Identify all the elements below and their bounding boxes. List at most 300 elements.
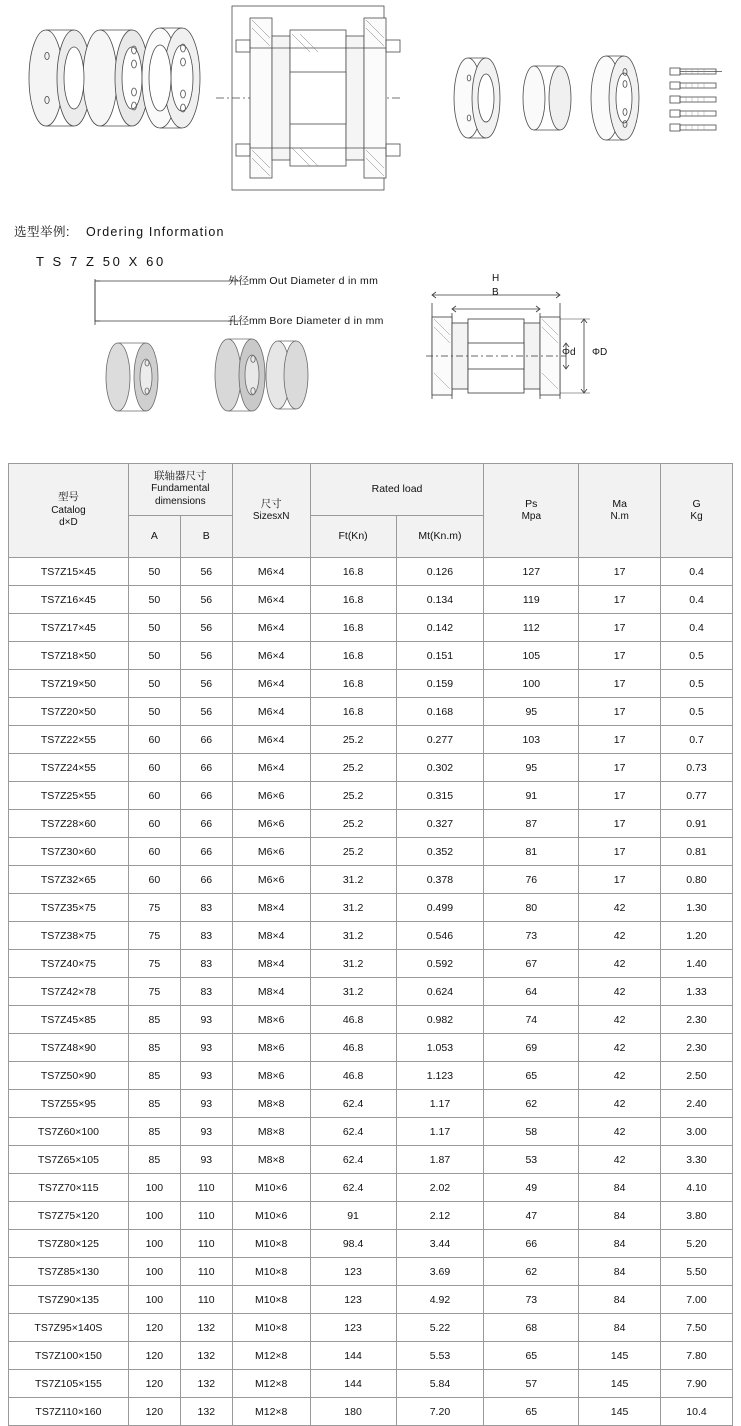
cell-model: TS7Z19×50 [9, 670, 129, 698]
cell-dim-a: 75 [128, 950, 180, 978]
cell-ft: 62.4 [310, 1174, 396, 1202]
cell-ma: 84 [579, 1314, 661, 1342]
cell-sizes: M8×4 [232, 922, 310, 950]
cell-dim-a: 100 [128, 1174, 180, 1202]
cell-ma: 17 [579, 754, 661, 782]
cell-ps: 95 [484, 754, 579, 782]
table-row [9, 782, 733, 810]
cell-dim-a: 85 [128, 1006, 180, 1034]
table-row [9, 950, 733, 978]
cell-model: TS7Z85×130 [9, 1258, 129, 1286]
cell-ps: 68 [484, 1314, 579, 1342]
cell-ft: 123 [310, 1258, 396, 1286]
cell-mt: 4.92 [396, 1286, 484, 1314]
cell-ps: 47 [484, 1202, 579, 1230]
cell-ps: 69 [484, 1034, 579, 1062]
cell-ps: 62 [484, 1090, 579, 1118]
header-fundamental-en1: Fundamental [151, 483, 210, 495]
cell-ft: 98.4 [310, 1230, 396, 1258]
table-row [9, 866, 733, 894]
cell-ps: 53 [484, 1146, 579, 1174]
cell-g: 1.33 [661, 978, 733, 1006]
cell-sizes: M6×6 [232, 810, 310, 838]
cell-ma: 84 [579, 1286, 661, 1314]
cell-dim-b: 132 [180, 1398, 232, 1426]
cell-sizes: M6×4 [232, 698, 310, 726]
cell-ma: 17 [579, 726, 661, 754]
cell-dim-b: 56 [180, 670, 232, 698]
cell-sizes: M6×4 [232, 586, 310, 614]
cell-g: 0.5 [661, 670, 733, 698]
cell-sizes: M6×6 [232, 838, 310, 866]
dimension-label-h: H [492, 273, 500, 284]
cell-g: 3.00 [661, 1118, 733, 1146]
cell-mt: 0.352 [396, 838, 484, 866]
cell-g: 10.4 [661, 1398, 733, 1426]
cell-sizes: M6×6 [232, 782, 310, 810]
callout-outer-diameter-cn: 外径mm [228, 275, 267, 287]
cell-g: 1.20 [661, 922, 733, 950]
cell-sizes: M8×8 [232, 1118, 310, 1146]
table-row [9, 1370, 733, 1398]
cell-model: TS7Z48×90 [9, 1034, 129, 1062]
cell-mt: 2.12 [396, 1202, 484, 1230]
header-ma-name: Ma [612, 497, 627, 510]
cell-dim-a: 100 [128, 1258, 180, 1286]
ordering-title-cn: 选型举例: [14, 225, 70, 239]
cell-g: 1.30 [661, 894, 733, 922]
cell-ft: 91 [310, 1202, 396, 1230]
cell-dim-a: 85 [128, 1062, 180, 1090]
cell-g: 2.30 [661, 1034, 733, 1062]
cell-model: TS7Z17×45 [9, 614, 129, 642]
cell-g: 0.81 [661, 838, 733, 866]
cell-dim-a: 60 [128, 838, 180, 866]
dimensioned-section [426, 292, 590, 399]
cell-dim-b: 110 [180, 1230, 232, 1258]
cell-model: TS7Z18×50 [9, 642, 129, 670]
cell-ps: 80 [484, 894, 579, 922]
cell-mt: 0.327 [396, 810, 484, 838]
cell-dim-a: 50 [128, 586, 180, 614]
header-size-cn: 尺寸 [260, 497, 282, 510]
header-ma [579, 464, 661, 558]
header-row-1 [9, 464, 733, 516]
cell-g: 2.50 [661, 1062, 733, 1090]
cell-ft: 16.8 [310, 586, 396, 614]
cell-model: TS7Z24×55 [9, 754, 129, 782]
cell-g: 2.40 [661, 1090, 733, 1118]
cell-dim-a: 120 [128, 1342, 180, 1370]
table-row [9, 1006, 733, 1034]
cell-mt: 0.142 [396, 614, 484, 642]
header-size-en: SizesxN [252, 510, 290, 522]
cell-g: 7.50 [661, 1314, 733, 1342]
cell-dim-a: 75 [128, 894, 180, 922]
cell-g: 3.30 [661, 1146, 733, 1174]
bolt-group [670, 68, 722, 131]
cell-dim-b: 93 [180, 1146, 232, 1174]
cell-g: 0.73 [661, 754, 733, 782]
cell-dim-a: 50 [128, 558, 180, 586]
cell-sizes: M8×4 [232, 950, 310, 978]
cell-ma: 17 [579, 782, 661, 810]
cell-ma: 17 [579, 866, 661, 894]
cell-dim-b: 132 [180, 1314, 232, 1342]
cell-dim-a: 50 [128, 670, 180, 698]
cell-ma: 145 [579, 1398, 661, 1426]
cell-ma: 42 [579, 1146, 661, 1174]
cell-sizes: M10×6 [232, 1202, 310, 1230]
cell-g: 0.4 [661, 614, 733, 642]
cell-g: 0.4 [661, 586, 733, 614]
cell-ft: 16.8 [310, 558, 396, 586]
cell-dim-b: 66 [180, 810, 232, 838]
cell-sizes: M6×4 [232, 726, 310, 754]
cell-dim-a: 60 [128, 754, 180, 782]
cell-sizes: M8×4 [232, 894, 310, 922]
table-row [9, 726, 733, 754]
cell-dim-b: 110 [180, 1258, 232, 1286]
cell-mt: 0.499 [396, 894, 484, 922]
cell-mt: 0.126 [396, 558, 484, 586]
cell-g: 5.20 [661, 1230, 733, 1258]
cell-dim-b: 66 [180, 726, 232, 754]
cell-model: TS7Z95×140S [9, 1314, 129, 1342]
table-row [9, 978, 733, 1006]
cell-dim-a: 100 [128, 1286, 180, 1314]
cell-sizes: M8×8 [232, 1146, 310, 1174]
cell-g: 0.5 [661, 698, 733, 726]
cell-ft: 180 [310, 1398, 396, 1426]
callout-bore-diameter-en: Bore Diameter d in mm [269, 315, 384, 327]
cell-mt: 1.17 [396, 1090, 484, 1118]
cell-dim-a: 75 [128, 978, 180, 1006]
cell-ft: 16.8 [310, 642, 396, 670]
cell-model: TS7Z55×95 [9, 1090, 129, 1118]
cell-dim-b: 83 [180, 894, 232, 922]
cell-ps: 64 [484, 978, 579, 1006]
cell-dim-a: 100 [128, 1202, 180, 1230]
cell-mt: 0.302 [396, 754, 484, 782]
header-col-a: A [128, 515, 180, 557]
cell-ma: 17 [579, 810, 661, 838]
cell-ps: 95 [484, 698, 579, 726]
cell-g: 7.80 [661, 1342, 733, 1370]
header-fundamental-en2: dimensions [155, 495, 206, 507]
callout-outer-diameter [228, 273, 378, 288]
cell-model: TS7Z30×60 [9, 838, 129, 866]
cell-g: 0.7 [661, 726, 733, 754]
cell-ft: 25.2 [310, 810, 396, 838]
table-row [9, 1146, 733, 1174]
cell-model: TS7Z22×55 [9, 726, 129, 754]
header-col-b: B [180, 515, 232, 557]
callout-bore-diameter [228, 313, 384, 328]
cell-mt: 1.17 [396, 1118, 484, 1146]
cell-ft: 31.2 [310, 894, 396, 922]
cell-ft: 46.8 [310, 1006, 396, 1034]
cell-ma: 145 [579, 1342, 661, 1370]
cell-mt: 0.277 [396, 726, 484, 754]
cell-mt: 0.592 [396, 950, 484, 978]
cell-ma: 84 [579, 1174, 661, 1202]
cell-dim-b: 56 [180, 698, 232, 726]
cell-ps: 66 [484, 1230, 579, 1258]
table-row [9, 1202, 733, 1230]
cell-dim-a: 120 [128, 1314, 180, 1342]
cell-mt: 0.159 [396, 670, 484, 698]
cell-ft: 144 [310, 1370, 396, 1398]
cell-ft: 16.8 [310, 670, 396, 698]
cell-ma: 17 [579, 838, 661, 866]
table-row [9, 1398, 733, 1426]
cell-dim-a: 60 [128, 810, 180, 838]
cell-ft: 31.2 [310, 866, 396, 894]
cell-dim-b: 110 [180, 1286, 232, 1314]
cell-model: TS7Z40×75 [9, 950, 129, 978]
cell-ma: 17 [579, 586, 661, 614]
cell-model: TS7Z60×100 [9, 1118, 129, 1146]
cell-ft: 25.2 [310, 838, 396, 866]
header-model-sub: d×D [59, 517, 78, 529]
cell-mt: 0.315 [396, 782, 484, 810]
table-row [9, 754, 733, 782]
cell-dim-b: 83 [180, 950, 232, 978]
cell-ma: 84 [579, 1230, 661, 1258]
cell-ma: 17 [579, 558, 661, 586]
table-row [9, 698, 733, 726]
header-rated-load: Rated load [310, 464, 484, 516]
table-row [9, 1230, 733, 1258]
drawing-middle-section [216, 6, 400, 190]
cell-dim-a: 85 [128, 1118, 180, 1146]
cell-dim-a: 50 [128, 698, 180, 726]
cell-ma: 42 [579, 978, 661, 1006]
cell-ft: 62.4 [310, 1118, 396, 1146]
cell-mt: 5.53 [396, 1342, 484, 1370]
header-g-name: G [692, 497, 701, 510]
cell-sizes: M12×8 [232, 1370, 310, 1398]
cell-ma: 42 [579, 1090, 661, 1118]
cell-model: TS7Z65×105 [9, 1146, 129, 1174]
cell-dim-b: 93 [180, 1118, 232, 1146]
cell-dim-a: 100 [128, 1230, 180, 1258]
specification-table-wrapper [8, 463, 733, 1426]
cell-sizes: M6×4 [232, 558, 310, 586]
cell-mt: 0.168 [396, 698, 484, 726]
cell-sizes: M12×8 [232, 1342, 310, 1370]
cell-g: 1.40 [661, 950, 733, 978]
cell-ft: 123 [310, 1314, 396, 1342]
cell-ma: 42 [579, 950, 661, 978]
table-row [9, 670, 733, 698]
cell-mt: 1.87 [396, 1146, 484, 1174]
cell-dim-b: 110 [180, 1202, 232, 1230]
cell-g: 0.5 [661, 642, 733, 670]
cell-sizes: M8×4 [232, 978, 310, 1006]
cell-dim-b: 93 [180, 1034, 232, 1062]
cell-ma: 17 [579, 614, 661, 642]
header-ps [484, 464, 579, 558]
cell-ma: 42 [579, 1118, 661, 1146]
cell-model: TS7Z20×50 [9, 698, 129, 726]
cell-model: TS7Z80×125 [9, 1230, 129, 1258]
cell-ma: 17 [579, 670, 661, 698]
cell-ft: 25.2 [310, 726, 396, 754]
header-fundamental-dimensions [128, 464, 232, 516]
cell-ps: 58 [484, 1118, 579, 1146]
cell-ma: 17 [579, 698, 661, 726]
ordering-code-example: T S 7 Z 50 X 60 [36, 254, 166, 269]
cell-mt: 5.22 [396, 1314, 484, 1342]
dimension-label-d-large: ΦD [592, 347, 608, 358]
header-model [9, 464, 129, 558]
header-sizes [232, 464, 310, 558]
cell-ps: 65 [484, 1398, 579, 1426]
cell-ps: 103 [484, 726, 579, 754]
table-row [9, 1286, 733, 1314]
cell-dim-a: 85 [128, 1034, 180, 1062]
cell-ft: 16.8 [310, 614, 396, 642]
cell-ma: 17 [579, 642, 661, 670]
header-model-en: Catalog [51, 504, 86, 516]
cell-ma: 42 [579, 1062, 661, 1090]
drawing-left-assembly [29, 28, 200, 128]
cell-model: TS7Z45×85 [9, 1006, 129, 1034]
cell-ft: 25.2 [310, 754, 396, 782]
cell-sizes: M6×4 [232, 754, 310, 782]
cell-dim-b: 56 [180, 586, 232, 614]
cell-ps: 62 [484, 1258, 579, 1286]
cell-sizes: M8×6 [232, 1006, 310, 1034]
cell-dim-b: 132 [180, 1370, 232, 1398]
cell-mt: 0.378 [396, 866, 484, 894]
header-ps-unit: Mpa [521, 510, 542, 522]
cell-ps: 127 [484, 558, 579, 586]
header-model-cn: 型号 [57, 491, 79, 504]
cell-ps: 74 [484, 1006, 579, 1034]
cell-dim-b: 83 [180, 978, 232, 1006]
cell-g: 4.10 [661, 1174, 733, 1202]
table-row [9, 586, 733, 614]
cell-mt: 1.053 [396, 1034, 484, 1062]
dimension-label-d-small: Φd [562, 347, 576, 358]
cell-sizes: M6×4 [232, 670, 310, 698]
cell-ft: 46.8 [310, 1062, 396, 1090]
cell-ft: 25.2 [310, 782, 396, 810]
table-row [9, 1258, 733, 1286]
cell-mt: 0.982 [396, 1006, 484, 1034]
cell-dim-b: 93 [180, 1062, 232, 1090]
cell-sizes: M10×8 [232, 1258, 310, 1286]
ordering-title [14, 222, 741, 240]
callout-outer-diameter-en: Out Diameter d in mm [269, 275, 379, 287]
cell-ps: 119 [484, 586, 579, 614]
header-g [661, 464, 733, 558]
cell-dim-b: 66 [180, 754, 232, 782]
cell-model: TS7Z15×45 [9, 558, 129, 586]
cell-mt: 3.69 [396, 1258, 484, 1286]
cell-dim-b: 66 [180, 782, 232, 810]
cell-ps: 49 [484, 1174, 579, 1202]
cell-dim-b: 66 [180, 838, 232, 866]
cell-model: TS7Z110×160 [9, 1398, 129, 1426]
header-mt: Mt(Kn.m) [396, 515, 484, 557]
cell-dim-a: 85 [128, 1090, 180, 1118]
cell-ft: 31.2 [310, 978, 396, 1006]
cell-sizes: M10×6 [232, 1174, 310, 1202]
cell-ft: 62.4 [310, 1090, 396, 1118]
cell-dim-b: 56 [180, 642, 232, 670]
cell-ma: 42 [579, 922, 661, 950]
table-row [9, 1118, 733, 1146]
cell-dim-a: 120 [128, 1398, 180, 1426]
cell-mt: 5.84 [396, 1370, 484, 1398]
cell-ft: 31.2 [310, 950, 396, 978]
ordering-information-section [0, 222, 741, 419]
cell-ps: 105 [484, 642, 579, 670]
header-ps-name: Ps [525, 497, 538, 510]
table-row [9, 642, 733, 670]
cell-g: 7.00 [661, 1286, 733, 1314]
table-row [9, 1314, 733, 1342]
cell-sizes: M10×8 [232, 1230, 310, 1258]
drawing-right-exploded [454, 56, 722, 140]
cell-dim-b: 93 [180, 1006, 232, 1034]
cell-dim-b: 93 [180, 1090, 232, 1118]
cell-ft: 62.4 [310, 1146, 396, 1174]
cell-g: 0.77 [661, 782, 733, 810]
cell-ft: 144 [310, 1342, 396, 1370]
cell-dim-a: 60 [128, 726, 180, 754]
cell-ft: 123 [310, 1286, 396, 1314]
header-ft: Ft(Kn) [310, 515, 396, 557]
cell-model: TS7Z105×155 [9, 1370, 129, 1398]
table-body [9, 558, 733, 1426]
cell-g: 0.4 [661, 558, 733, 586]
cell-sizes: M8×6 [232, 1034, 310, 1062]
cell-dim-b: 56 [180, 558, 232, 586]
cell-g: 3.80 [661, 1202, 733, 1230]
table-row [9, 810, 733, 838]
cell-mt: 2.02 [396, 1174, 484, 1202]
cell-model: TS7Z16×45 [9, 586, 129, 614]
cell-mt: 0.624 [396, 978, 484, 1006]
cell-ps: 65 [484, 1342, 579, 1370]
cell-model: TS7Z75×120 [9, 1202, 129, 1230]
dimension-label-b: B [492, 287, 499, 298]
cell-model: TS7Z100×150 [9, 1342, 129, 1370]
table-row [9, 1174, 733, 1202]
cell-model: TS7Z32×65 [9, 866, 129, 894]
cell-model: TS7Z70×115 [9, 1174, 129, 1202]
cell-ps: 73 [484, 922, 579, 950]
cell-model: TS7Z25×55 [9, 782, 129, 810]
cell-dim-a: 60 [128, 782, 180, 810]
cell-sizes: M6×4 [232, 642, 310, 670]
table-row [9, 894, 733, 922]
table-row [9, 838, 733, 866]
cell-dim-b: 132 [180, 1342, 232, 1370]
cell-sizes: M6×4 [232, 614, 310, 642]
cell-ma: 42 [579, 1006, 661, 1034]
cell-sizes: M10×8 [232, 1286, 310, 1314]
cell-ps: 91 [484, 782, 579, 810]
cell-dim-a: 60 [128, 866, 180, 894]
ordering-illustration [14, 269, 741, 419]
cell-model: TS7Z35×75 [9, 894, 129, 922]
